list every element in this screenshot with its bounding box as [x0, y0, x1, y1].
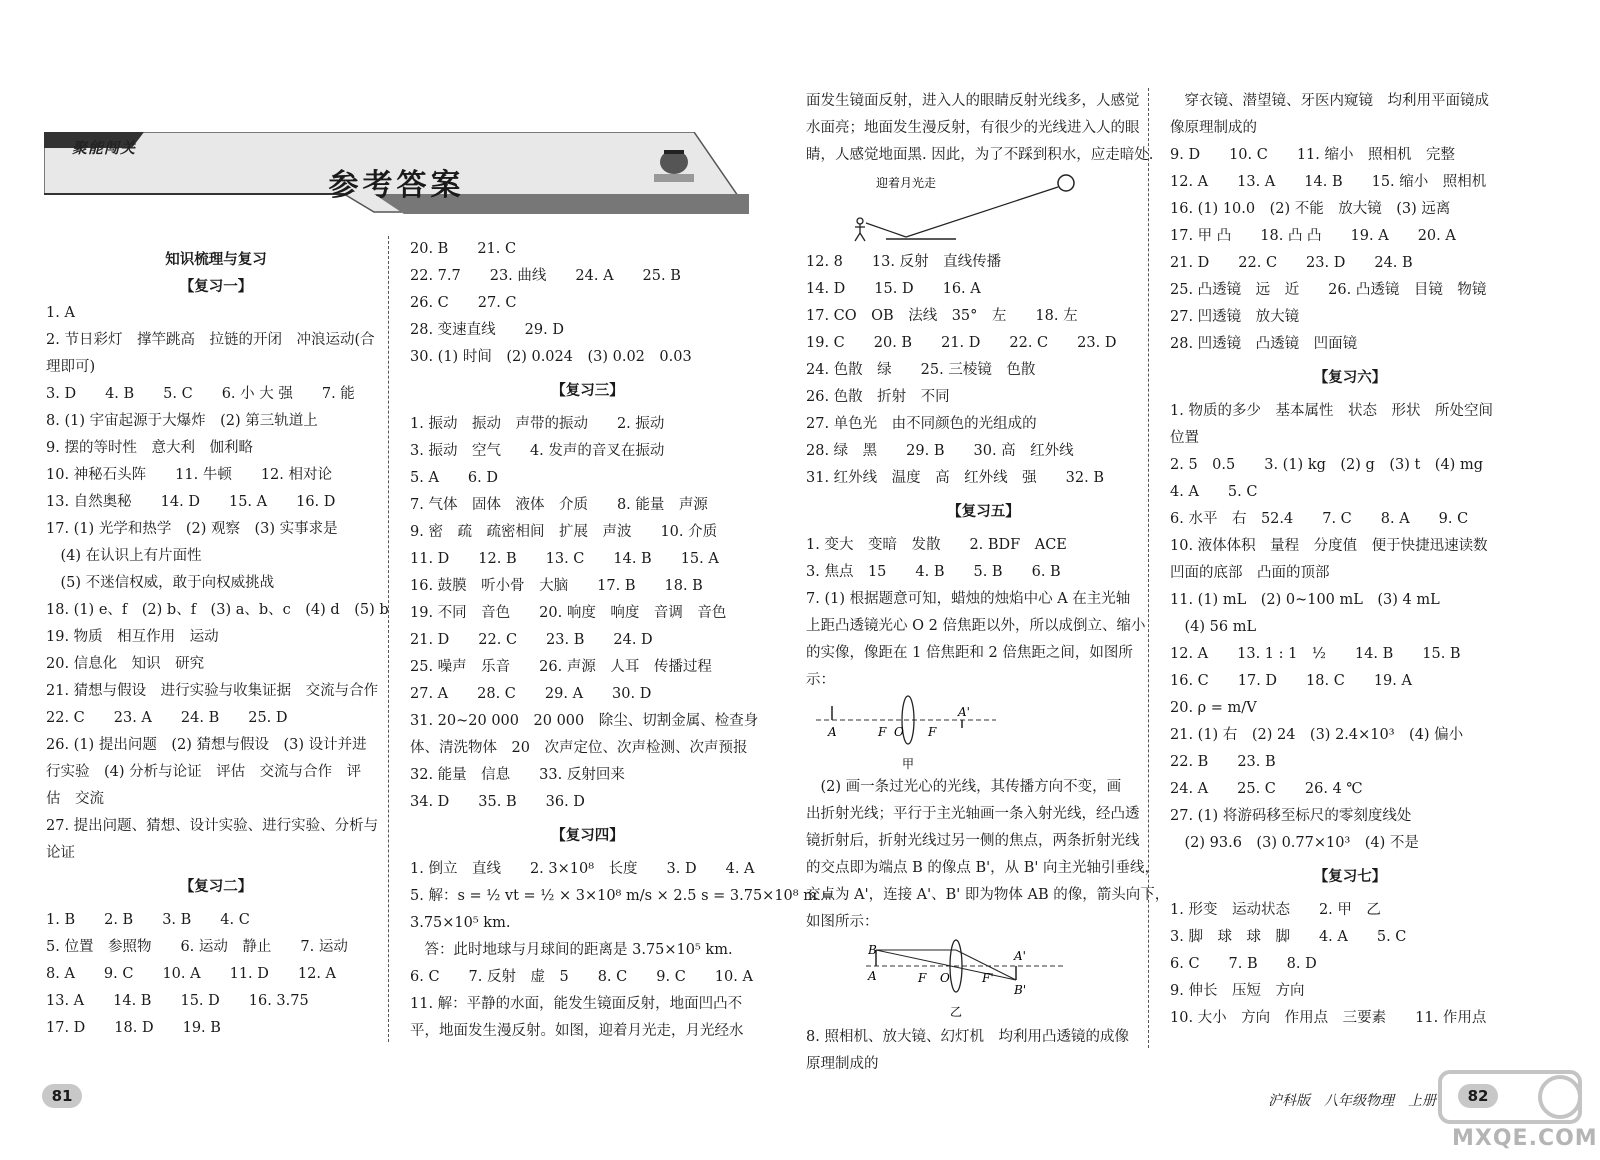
answer-line: 13. A 14. B 15. D 16. 3.75	[46, 993, 309, 1009]
column-divider	[1148, 88, 1149, 1048]
answer-line: 21. D 22. C 23. B 24. D	[410, 632, 653, 648]
answer-line: 27. 提出问题、猜想、设计实验、进行实验、分析与	[46, 818, 379, 834]
answer-line: 17. CO OB 法线 35° 左 18. 左	[806, 308, 1078, 324]
answer-line: 行实验 (4) 分析与论证 评估 交流与合作 评	[46, 764, 362, 780]
figure-label: 迎着月光走	[876, 176, 937, 190]
answer-line: 6. C 7. 反射 虚 5 8. C 9. C 10. A	[410, 969, 753, 985]
answer-list	[410, 236, 765, 371]
page-number-right: 82	[1458, 1084, 1498, 1108]
answer-line: 31. 20~20 000 20 000 除尘、切割金属、检查身	[410, 713, 759, 729]
figure-label: O	[940, 971, 950, 985]
figure-label: B	[868, 943, 877, 957]
answer-line: 12. A 13. 1 : 1 ½ 14. B 15. B	[1170, 646, 1461, 662]
answer-line: 4. A 5. C	[1170, 484, 1258, 500]
answer-line: 28. 凹透镜 凸透镜 凹面镜	[1170, 336, 1358, 352]
answer-line: 1. B 2. B 3. B 4. C	[46, 912, 250, 928]
answer-line: 27. A 28. C 29. A 30. D	[410, 686, 652, 702]
answer-line: 25. 噪声 乐音 26. 声源 人耳 传播过程	[410, 659, 712, 675]
answer-line: 12. A 13. A 14. B 15. 缩小 照相机	[1170, 174, 1487, 190]
answer-line: 上距凸透镜光心 O 2 倍焦距以外，所以成倒立、缩小	[806, 618, 1146, 634]
answer-line: 的交点即为端点 B 的像点 B'，从 B' 向主光轴引垂线，	[806, 860, 1159, 876]
answer-list	[410, 411, 765, 816]
answer-line: 3. 振动 空气 4. 发声的音叉在振动	[410, 443, 665, 459]
answer-line: 5. 解：s = ½ vt = ½ × 3×10⁸ m/s × 2.5 s = 3.75×10⁸ m =	[410, 888, 834, 904]
answer-line: 1. 变大 变暗 发散 2. BDF ACE	[806, 537, 1067, 553]
answer-line: 18. (1) e、f (2) b、f (3) a、b、c (4) d (5) b	[46, 602, 389, 618]
answer-line: 2. 5 0.5 3. (1) kg (2) g (3) t (4) mg	[1170, 457, 1483, 473]
answer-line: 26. C 27. C	[410, 295, 517, 311]
answer-line: 1. A	[46, 305, 75, 321]
answer-line: 3. 焦点 15 4. B 5. B 6. B	[806, 564, 1061, 580]
answer-line: 1. 物质的多少 基本属性 状态 形状 所处空间	[1170, 403, 1493, 419]
answer-line: 6. 水平 右 52.4 7. C 8. A 9. C	[1170, 511, 1469, 527]
answer-line: 穿衣镜、潜望镜、牙医内窥镜 均利用平面镜成	[1170, 93, 1489, 109]
answer-line: 34. D 35. B 36. D	[410, 794, 585, 810]
answer-line: 6. C 7. B 8. D	[1170, 956, 1317, 972]
answer-line: 7. (1) 根据题意可知，蜡烛的烛焰中心 A 在主光轴	[806, 591, 1131, 607]
answer-line: 9. 伸长 压短 方向	[1170, 983, 1305, 999]
answer-line: 16. (1) 10.0 (2) 不能 放大镜 (3) 远离	[1170, 201, 1451, 217]
answer-list	[1170, 897, 1530, 1032]
answer-line: 12. 8 13. 反射 直线传播	[806, 254, 1002, 270]
figure-caption: 甲	[902, 757, 915, 771]
answer-line: 原理制成的	[806, 1056, 879, 1072]
answer-line: 体、清洗物体 20 次声定位、次声检测、次声预报	[410, 740, 748, 756]
brand-label: 聚能闯关	[72, 139, 137, 157]
answer-line: 19. 不同 音色 20. 响度 响度 音调 音色	[410, 605, 727, 621]
answer-line: 8. 照相机、放大镜、幻灯机 均利用凸透镜的成像	[806, 1029, 1129, 1045]
lens-figure-b	[806, 936, 1161, 1024]
column-2	[410, 236, 834, 1045]
answer-line: (4) 56 mL	[1170, 619, 1257, 635]
answer-line: 5. A 6. D	[410, 470, 498, 486]
answer-line: 出折射光线；平行于主光轴画一条入射光线，经凸透	[806, 806, 1140, 822]
answer-line: 11. (1) mL (2) 0~100 mL (3) 4 mL	[1170, 592, 1440, 608]
figure-label: F	[878, 725, 887, 739]
answer-line: 28. 绿 黑 29. B 30. 高 红外线	[806, 443, 1074, 459]
answer-line: 1. 形变 运动状态 2. 甲 乙	[1170, 902, 1381, 918]
answer-line: 24. 色散 绿 25. 三棱镜 色散	[806, 362, 1036, 378]
answer-line: 3. D 4. B 5. C 6. 小 大 强 7. 能	[46, 386, 355, 402]
section-title: 知识梳理与复习	[165, 251, 267, 268]
answer-line: 28. 变速直线 29. D	[410, 322, 564, 338]
answer-list	[806, 249, 1161, 492]
answer-line: 16. 鼓膜 听小骨 大脑 17. B 18. B	[410, 578, 703, 594]
answer-line: 19. 物质 相互作用 运动	[46, 629, 219, 645]
moonlight-figure	[806, 169, 1161, 249]
answer-line: 交点为 A'，连接 A'、B' 即为物体 AB 的像，箭头向下，	[806, 887, 1170, 903]
figure-label: A	[828, 725, 837, 739]
answer-list	[1170, 88, 1530, 358]
answer-line: 16. C 17. D 18. C 19. A	[1170, 673, 1412, 689]
answer-line: 20. ρ = m/V	[1170, 700, 1257, 716]
answer-line: (5) 不迷信权威，敢于向权威挑战	[46, 575, 275, 591]
answer-line: 22. B 23. B	[1170, 754, 1276, 770]
answer-line: 的实像，像距在 1 倍焦距和 2 倍焦距之间，如图所	[806, 645, 1133, 661]
figure-label: F'	[982, 971, 994, 985]
answer-line: 26. (1) 提出问题 (2) 猜想与假设 (3) 设计并进	[46, 737, 367, 753]
answer-line: 水面亮；地面发生漫反射，有很少的光线进入人的眼	[806, 120, 1140, 136]
review-heading: 【复习一】	[179, 278, 253, 295]
answer-line: 8. A 9. C 10. A 11. D 12. A	[46, 966, 337, 982]
answer-line: 31. 红外线 温度 高 红外线 强 32. B	[806, 470, 1104, 486]
answer-line: 20. B 21. C	[410, 241, 517, 257]
answer-line: 像原理制成的	[1170, 120, 1257, 136]
figure-label: B'	[1014, 983, 1027, 997]
lens-diagram-a	[816, 694, 1016, 774]
answer-line: 3.75×10⁵ km.	[410, 915, 511, 931]
answer-line: 10. 大小 方向 作用点 三要素 11. 作用点	[1170, 1010, 1487, 1026]
column-3	[806, 88, 1170, 1078]
figure-label: F	[928, 725, 937, 739]
answer-line: 3. 脚 球 球 脚 4. A 5. C	[1170, 929, 1407, 945]
review-heading: 【复习三】	[551, 382, 624, 399]
review-heading: 【复习五】	[947, 503, 1020, 520]
figure-label: A'	[958, 705, 970, 719]
answer-line: 10. 神秘石头阵 11. 牛顿 12. 相对论	[46, 467, 333, 483]
figure-label: A'	[1014, 949, 1026, 963]
answer-line: 22. C 23. A 24. B 25. D	[46, 710, 288, 726]
answer-line: (2) 93.6 (3) 0.77×10³ (4) 不是	[1170, 835, 1419, 851]
answer-line: 理即可)	[46, 359, 96, 375]
answer-line: 9. D 10. C 11. 缩小 照相机 完整	[1170, 147, 1456, 163]
answer-line: 27. (1) 将游码移至标尺的零刻度线处	[1170, 808, 1412, 824]
answer-line: 1. 振动 振动 声带的振动 2. 振动	[410, 416, 665, 432]
answer-list	[806, 88, 1161, 169]
header-banner	[44, 132, 749, 220]
answer-line: 22. 7.7 23. 曲线 24. A 25. B	[410, 268, 681, 284]
answer-line: 26. 色散 折射 不同	[806, 389, 950, 405]
answer-line: 如图所示：	[806, 914, 879, 930]
answer-line: 11. D 12. B 13. C 14. B 15. A	[410, 551, 719, 567]
book-edition: 沪科版 八年级物理 上册	[1268, 1093, 1436, 1109]
answer-line: 论证	[46, 845, 75, 861]
answer-line: 答：此时地球与月球间的距离是 3.75×10⁵ km.	[410, 942, 733, 958]
answer-line: 平，地面发生漫反射。如图，迎着月光走，月光经水	[410, 1023, 744, 1039]
answer-line: 10. 液体体积 量程 分度值 便于快捷迅速读数	[1170, 538, 1488, 554]
answer-line: (4) 在认识上有片面性	[46, 548, 202, 564]
moonlight-diagram	[846, 169, 1106, 249]
review-heading: 【复习六】	[1313, 369, 1387, 386]
review-heading: 【复习七】	[1313, 868, 1387, 885]
column-4	[1170, 88, 1530, 1032]
figure-caption: 乙	[950, 1005, 963, 1019]
answer-line: 凹面的底部 凸面的顶部	[1170, 565, 1330, 581]
answer-line: 9. 密 疏 疏密相间 扩展 声波 10. 介质	[410, 524, 718, 540]
review-heading: 【复习四】	[551, 827, 624, 844]
answer-line: 17. D 18. D 19. B	[46, 1020, 221, 1036]
answer-line: 30. (1) 时间 (2) 0.024 (3) 0.02 0.03	[410, 349, 692, 365]
answer-list	[806, 532, 1161, 694]
answer-line: (2) 画一条过光心的光线，其传播方向不变，画	[806, 779, 1122, 795]
answer-line: 2. 节日彩灯 撑竿跳高 拉链的开闭 冲浪运动(合	[46, 332, 375, 348]
lens-diagram-b	[866, 936, 1066, 1024]
page-number-left: 81	[42, 1084, 82, 1108]
answer-line: 14. D 15. D 16. A	[806, 281, 981, 297]
answer-line: 21. D 22. C 23. D 24. B	[1170, 255, 1413, 271]
answer-line: 27. 凹透镜 放大镜	[1170, 309, 1300, 325]
review-heading: 【复习二】	[179, 878, 253, 895]
answer-line: 5. 位置 参照物 6. 运动 静止 7. 运动	[46, 939, 348, 955]
answer-list	[410, 856, 834, 1045]
answer-line: 11. 解：平静的水面，能发生镜面反射，地面凹凸不	[410, 996, 743, 1012]
answer-line: 17. (1) 光学和热学 (2) 观察 (3) 实事求是	[46, 521, 338, 537]
figure-label: O	[894, 725, 904, 739]
answer-line: 估 交流	[46, 791, 104, 807]
answer-line: 27. 单色光 由不同颜色的光组成的	[806, 416, 1037, 432]
column-divider	[388, 236, 389, 1042]
page-title: 参考答案	[328, 168, 465, 203]
answer-line: 9. 摆的等时性 意大利 伽利略	[46, 440, 253, 456]
answer-line: 位置	[1170, 430, 1199, 446]
answer-line: 睛，人感觉地面黑. 因此，为了不踩到积水，应走暗处.	[806, 147, 1154, 163]
answer-line: 32. 能量 信息 33. 反射回来	[410, 767, 625, 783]
figure-label: F	[918, 971, 927, 985]
answer-line: 面发生镜面反射，进入人的眼睛反射光线多，人感觉	[806, 93, 1140, 109]
answer-line: 21. 猜想与假设 进行实验与收集证据 交流与合作	[46, 683, 379, 699]
answer-list	[46, 907, 386, 1042]
column-1	[46, 246, 389, 1042]
answer-list	[806, 774, 1170, 936]
answer-line: 1. 倒立 直线 2. 3×10⁸ 长度 3. D 4. A	[410, 861, 755, 877]
answer-line: 示：	[806, 672, 835, 688]
lens-figure-a	[806, 694, 1161, 774]
watermark-text: MXQE.COM	[1452, 1126, 1598, 1151]
answer-list	[46, 300, 389, 867]
answer-line: 20. 信息化 知识 研究	[46, 656, 205, 672]
figure-label: A	[868, 969, 877, 983]
answer-line: 25. 凸透镜 远 近 26. 凸透镜 目镜 物镜	[1170, 282, 1487, 298]
answer-line: 8. (1) 宇宙起源于大爆炸 (2) 第三轨道上	[46, 413, 318, 429]
answer-line: 21. (1) 右 (2) 24 (3) 2.4×10³ (4) 偏小	[1170, 727, 1464, 743]
answer-list	[806, 1024, 1161, 1078]
answer-line: 19. C 20. B 21. D 22. C 23. D	[806, 335, 1117, 351]
answer-line: 17. 甲 凸 18. 凸 凸 19. A 20. A	[1170, 228, 1456, 244]
answer-line: 13. 自然奥秘 14. D 15. A 16. D	[46, 494, 336, 510]
answer-list	[1170, 398, 1530, 857]
answer-line: 24. A 25. C 26. 4 ℃	[1170, 781, 1363, 797]
answer-line: 7. 气体 固体 液体 介质 8. 能量 声源	[410, 497, 708, 513]
answer-line: 镜折射后，折射光线过另一侧的焦点，两条折射光线	[806, 833, 1140, 849]
